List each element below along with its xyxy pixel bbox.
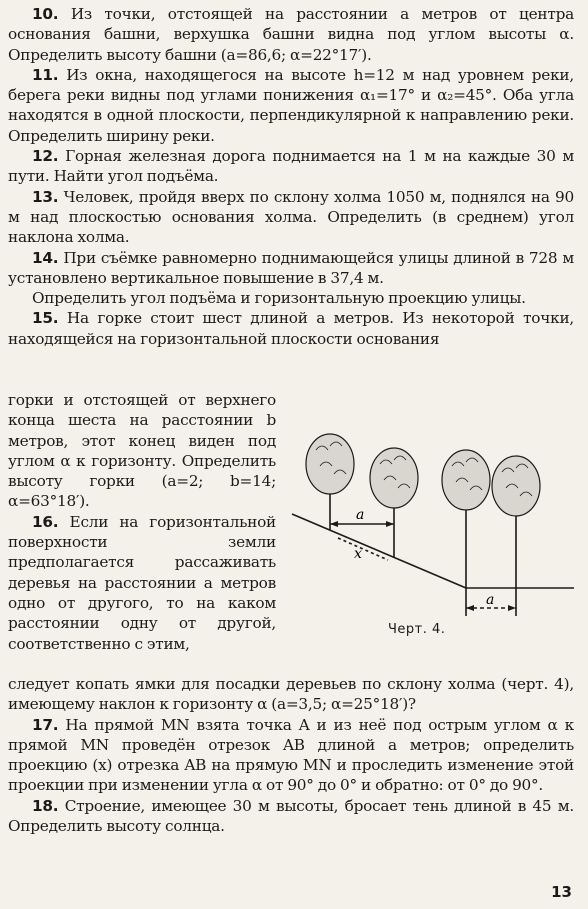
label-x: x — [354, 546, 362, 562]
problem-text: Из точки, отстоящей на расстоянии a метров от центра основания башни, верхушка башни видна под углом высоты α. Определить высоту башни (a=86,6; α=22°17′). — [8, 5, 574, 64]
slope-line — [292, 514, 466, 588]
problem-text: На прямой MN взята точка A и из неё под острым углом α к прямой MN проведён отрезок AB длиной a метров; определить проекцию (x) отрезка AB на прямую MN и проследить изменение этой проекции при изменении угла α от 90° до 0° и обратно: от 0° до 90°. — [8, 715, 574, 795]
problem-text: На горке стоит шест длиной a метров. Из некоторой точки, находящейся на горизонтальной плоскости основания — [8, 309, 575, 348]
problem-text: Из окна, находящегося на высоте h=12 м над уровнем реки, берега реки видны под углами понижения α₁=17° и α₂=45°. Оба угла находятся в одной плоскости, перпендикулярной к направлению реки. Определить ширину реки. — [8, 65, 574, 145]
problem-text: следует копать ямки для посадки деревьев по склону холма (черт. 4), имеющему наклон к горизонту α (a=3,5; α=25°18′)? — [8, 675, 574, 714]
problem-14 — [8, 248, 574, 289]
figure-trees-on-slope — [290, 420, 576, 630]
problem-number: 11. — [32, 65, 59, 84]
problem-text: Горная железная дорога поднимается на 1 м на каждые 30 м пути. Найти угол подъёма. — [8, 147, 574, 186]
dimension-x — [338, 538, 388, 560]
page-number: 13 — [551, 883, 572, 901]
figure-caption: Черт. 4. — [388, 622, 446, 637]
problem-number: 18. — [32, 796, 59, 815]
problem-text: Если на горизонтальной поверхности земли предполагается рассаживать деревья на расстоянии a метров одно от другого, то на каком расстоянии одну от другой, соответственно с этим, — [8, 512, 276, 653]
problem-15 — [8, 308, 574, 349]
problem-text: Определить угол подъёма и горизонтальную проекцию улицы. — [32, 289, 526, 308]
problems-block-top — [8, 4, 574, 349]
problem-11 — [8, 65, 574, 146]
label-a: a — [356, 507, 365, 523]
problem-number: 15. — [32, 309, 59, 328]
problem-number: 10. — [32, 5, 59, 23]
problem-text: горки и отстоящей от верхнего конца шеста на расстоянии b метров, этот конец виден под углом α к горизонту. Определить высоту горки (a=2; b=14; α=63°18′). — [8, 391, 276, 511]
problems-block-left-column — [8, 390, 276, 654]
problem-14-cont — [8, 288, 574, 308]
problem-number: 17. — [32, 715, 59, 734]
problem-12 — [8, 146, 574, 187]
problem-text: При съёмке равномерно поднимающейся улицы длиной в 728 м установлено вертикальное повышение в 37,4 м. — [8, 248, 574, 287]
problem-16-cont — [8, 674, 574, 715]
problem-text: Строение, имеющее 30 м высоты, бросает тень длиной в 45 м. Определить высоту солнца. — [8, 796, 574, 836]
problem-18 — [8, 796, 574, 837]
problem-number: 12. — [32, 147, 59, 166]
label-a-bottom: a — [486, 592, 495, 608]
problems-block-bottom — [8, 674, 574, 836]
problem-number: 13. — [32, 187, 59, 206]
problem-17 — [8, 715, 574, 796]
problem-text: Человек, пройдя вверх по склону холма 1050 м, поднялся на 90 м над плоскостью основания холма. Определить (в среднем) угол наклона холма. — [8, 187, 574, 247]
problem-10 — [8, 4, 574, 65]
problem-13 — [8, 187, 574, 248]
tree-crowns — [306, 434, 540, 516]
problem-number: 14. — [32, 248, 59, 267]
problem-15-cont — [8, 390, 276, 512]
problem-16 — [8, 512, 276, 654]
problem-number: 16. — [32, 512, 59, 531]
